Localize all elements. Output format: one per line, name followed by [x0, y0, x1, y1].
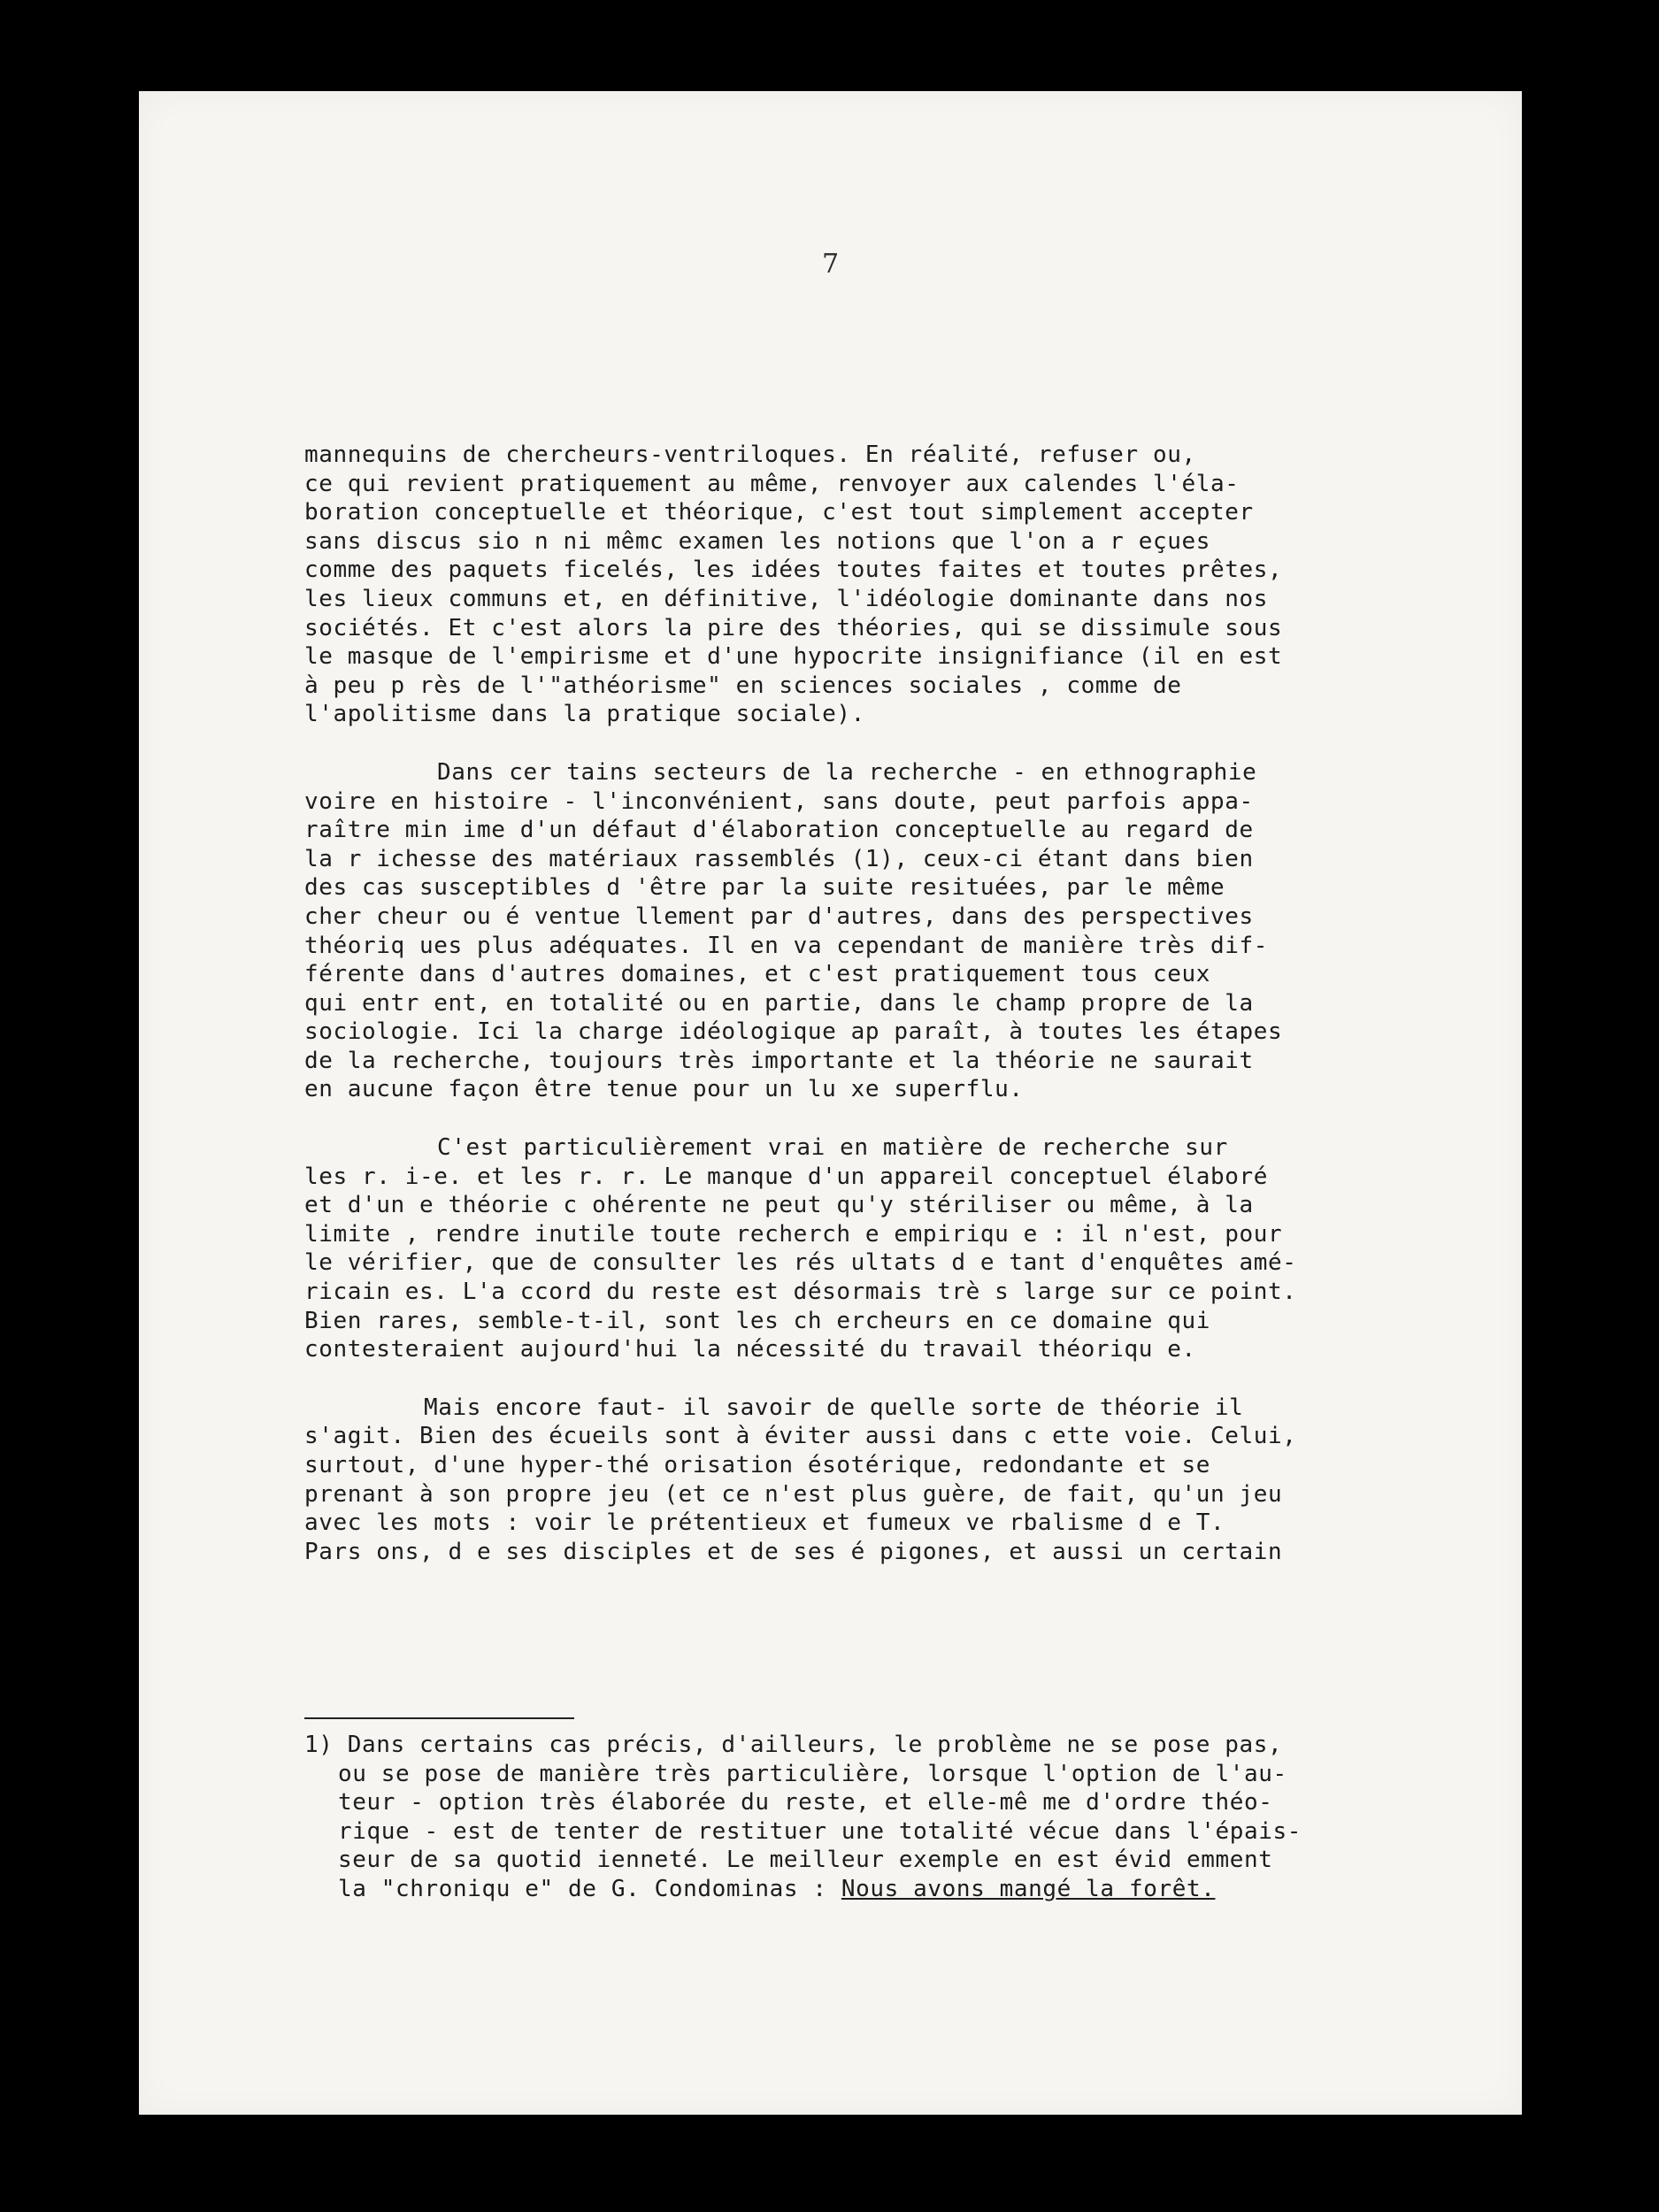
text-line: le vérifier, que de consulter les rés ultats d e tant d'enquêtes amé-	[304, 1249, 1297, 1277]
text-line: ricain es. L'a ccord du reste est désormais trè s large sur ce point.	[304, 1279, 1297, 1306]
footnote-line: seur de sa quotid ienneté. Le meilleur exemple en est évid emment	[338, 1847, 1273, 1874]
text-line: avec les mots : voir le prétentieux et fumeux ve rbalisme d e T.	[304, 1509, 1225, 1537]
footnote	[304, 1731, 1525, 1904]
text-line: boration conceptuelle et théorique, c'est tout simplement accepter	[304, 499, 1254, 526]
document-page	[139, 91, 1522, 2115]
text-line: limite , rendre inutile toute recherch e empiriqu e : il n'est, pour	[304, 1220, 1283, 1248]
footnote-line: teur - option très élaborée du reste, et elle-mê me d'ordre théo-	[338, 1789, 1273, 1816]
text-line: les r. i-e. et les r. r. Le manque d'un appareil conceptuel élaboré	[304, 1163, 1268, 1190]
text-line: théoriq ues plus adéquates. Il en va cependant de manière très dif-	[304, 932, 1268, 959]
paragraph-3	[304, 1133, 1486, 1364]
text-line: C'est particulièrement vrai en matière de recherche sur	[437, 1134, 1228, 1162]
text-line: cher cheur ou é ventue llement par d'autres, dans des perspectives	[304, 902, 1254, 930]
text-line: qui entr ent, en totalité ou en partie, dans le champ propre de la	[304, 989, 1254, 1017]
paragraph-gap	[304, 1104, 1486, 1133]
text-line: sociétés. Et c'est alors la pire des théories, qui se dissimule sous	[304, 614, 1283, 641]
footnote-text: la "chroniqu e" de G. Condominas :	[338, 1875, 841, 1902]
text-line: à peu p rès de l'"athéorisme" en sciences sociales , comme de	[304, 672, 1182, 699]
text-line: mannequins de chercheurs-ventriloques. En réalité, refuser ou,	[304, 442, 1196, 468]
paragraph-gap	[304, 729, 1486, 758]
footnote-first-line	[304, 1731, 1525, 1760]
text-line: la r ichesse des matériaux rassemblés (1), ceux-ci étant dans bien	[304, 845, 1254, 872]
paragraph-2	[304, 758, 1486, 1104]
text-line: le masque de l'empirisme et d'une hypocrite insignifiance (il en est	[304, 643, 1283, 671]
footnote-line: rique - est de tenter de restituer une totalité vécue dans l'épais-	[338, 1817, 1302, 1845]
footnote-marker: 1)	[304, 1732, 334, 1758]
text-line: Pars ons, d e ses disciples et de ses é pigones, et aussi un certain	[304, 1538, 1283, 1565]
footnote-line: ou se pose de manière très particulière, lorsque l'option de l'au-	[338, 1760, 1287, 1787]
paragraph-4	[304, 1394, 1486, 1567]
text-line: Dans cer tains secteurs de la recherche - en ethnographie	[437, 758, 1257, 786]
footnote-separator	[304, 1717, 574, 1719]
text-line: en aucune façon être tenue pour un lu xe superflu.	[304, 1076, 1024, 1103]
text-line: l'apolitisme dans la pratique sociale).	[304, 701, 865, 728]
text-line: surtout, d'une hyper-thé orisation ésotérique, redondante et se	[304, 1452, 1210, 1479]
text-line: les lieux communs et, en définitive, l'idéologie dominante dans nos	[304, 585, 1268, 612]
text-line: et d'un e théorie c ohérente ne peut qu'y stériliser ou même, à la	[304, 1192, 1254, 1219]
text-line: Bien rares, semble-t-il, sont les ch ercheurs en ce domaine qui	[304, 1307, 1210, 1334]
page-number: 7	[821, 249, 840, 280]
text-line: s'agit. Bien des écueils sont à éviter aussi dans c ette voie. Celui,	[304, 1423, 1297, 1450]
footnote-text: Dans certains cas précis, d'ailleurs, le problème ne se pose pas,	[347, 1732, 1283, 1758]
paragraph-1	[304, 441, 1486, 729]
text-line: sans discus sio n ni mêmc examen les notions que l'on a r eçues	[304, 527, 1210, 555]
text-line: ce qui revient pratiquement au même, renvoyer aux calendes l'éla-	[304, 470, 1240, 497]
cited-title: Nous avons mangé la forêt.	[841, 1875, 1216, 1902]
footnote-last-line	[304, 1875, 1525, 1904]
text-line: férente dans d'autres domaines, et c'est pratiquement tous ceux	[304, 961, 1210, 988]
text-line: Mais encore faut- il savoir de quelle sorte de théorie il	[424, 1394, 1244, 1421]
text-line: comme des paquets ficelés, les idées toutes faites et toutes prêtes,	[304, 557, 1283, 584]
text-line: prenant à son propre jeu (et ce n'est plus guère, de fait, qu'un jeu	[304, 1480, 1283, 1508]
text-line: des cas susceptibles d 'être par la suite resituées, par le même	[304, 874, 1225, 902]
text-line: sociologie. Ici la charge idéologique ap paraît, à toutes les étapes	[304, 1018, 1283, 1046]
text-line: voire en histoire - l'inconvénient, sans doute, peut parfois appa-	[304, 787, 1254, 815]
text-line: raître min ime d'un défaut d'élaboration conceptuelle au regard de	[304, 817, 1254, 844]
body-text	[304, 441, 1486, 1566]
paragraph-gap	[304, 1364, 1486, 1394]
text-line: contesteraient aujourd'hui la nécessité du travail théoriqu e.	[304, 1336, 1196, 1363]
text-line: de la recherche, toujours très importante et la théorie ne saurait	[304, 1047, 1254, 1074]
